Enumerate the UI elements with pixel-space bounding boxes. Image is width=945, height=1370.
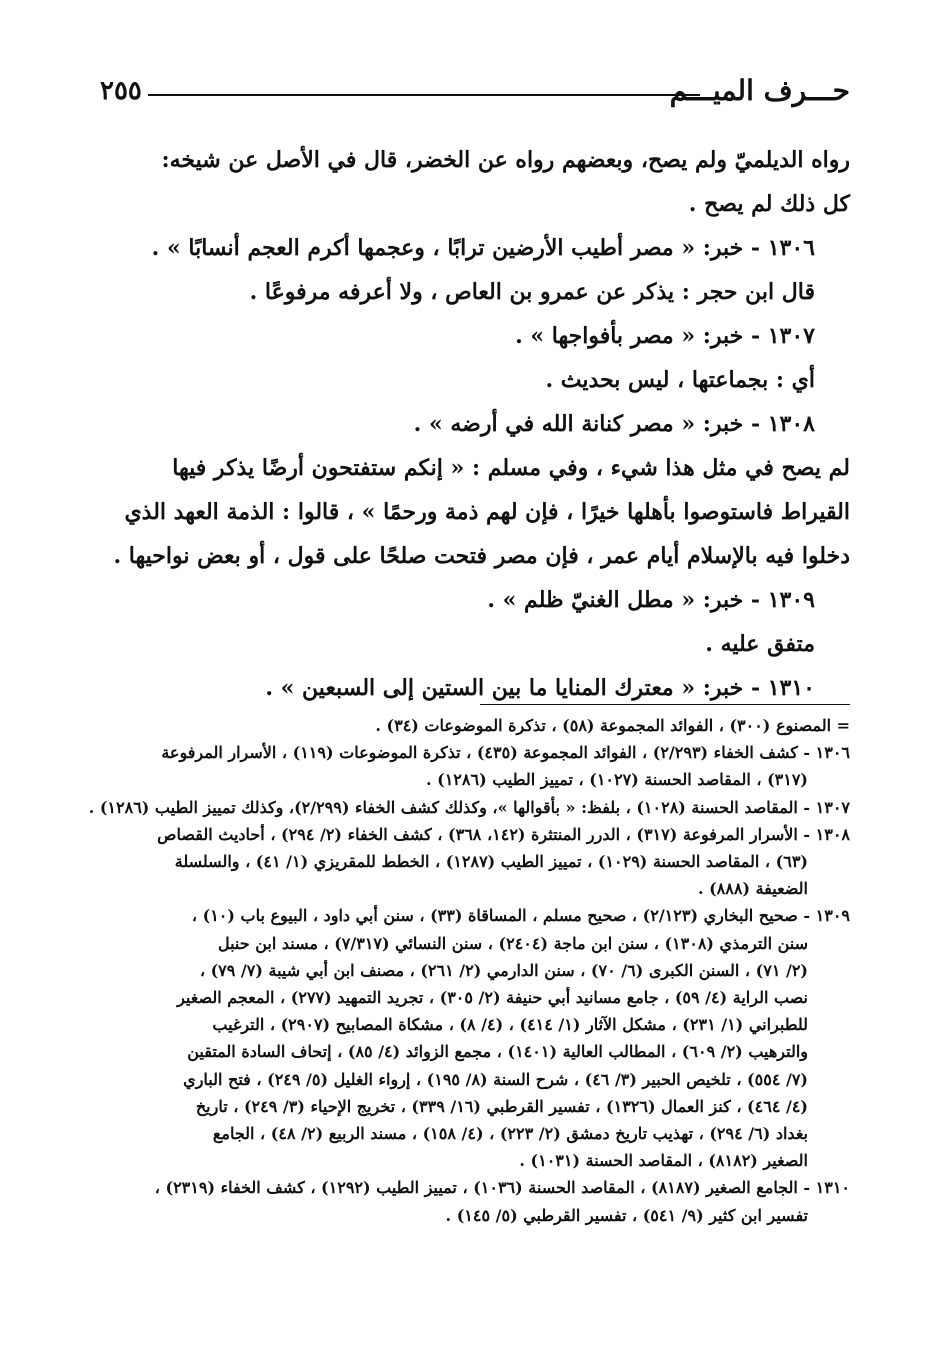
footnote-line: والترهيب (٢/ ٦٠٩) ، المطالب العالية (١٤٠١) ، مجمع الزوائد (٤/ ٨٥) ، إتحاف السادة المتقين — [187, 1042, 808, 1062]
footnote-line: (٦٣) ، المقاصد الحسنة (١٠٢٩) ، تمييز الطيب (١٢٨٧) ، الخطط للمقريزي (١/ ٤١) ، والسلسلة — [174, 852, 808, 872]
text-line: قال ابن حجر : يذكر عن عمرو بن العاص ، ولا أعرفه مرفوعًا . — [249, 279, 815, 305]
footnote-line: بغداد (٦/ ٢٩٤) ، تهذيب تاريخ دمشق (٢/ ٢٢٣) ، (٤/ ١٥٨) ، مسند الربيع (٢/ ٤٨) ، الجامع — [212, 1124, 808, 1144]
text-line: القيراط فاستوصوا بأهلها خيرًا ، فإن لهم ذمة ورحمًا » ، قالوا : الذمة العهد الذي — [124, 499, 850, 525]
text-line: رواه الديلميّ ولم يصح، وبعضهم رواه عن الخضر، قال في الأصل عن شيخه: — [161, 147, 850, 173]
hadith-entry-1306: ١٣٠٦ - خبر: « مصر أطيب الأرضين ترابًا ، وعجمها أكرم العجم أنسابًا » . — [151, 235, 815, 261]
footnote-line: الضعيفة (٨٨٨) . — [697, 879, 808, 899]
main-text — [100, 138, 850, 710]
text-line: أي : بجماعتها ، ليس بحديث . — [545, 367, 815, 393]
footnote-1308: ١٣٠٨ - الأسرار المرفوعة (٣١٧) ، الدرر المنتثرة (١٤٢، ٣٦٨) ، كشف الخفاء (٢/ ٢٩٤) ، أحاديث القصاص — [157, 824, 850, 844]
page-header — [100, 74, 850, 110]
hadith-entry-1308: ١٣٠٨ - خبر: « مصر كنانة الله في أرضه » . — [413, 411, 815, 437]
footnote-1307: ١٣٠٧ - المقاصد الحسنة (١٠٢٨) ، بلفظ: « بأقوالها »، وكذلك كشف الخفاء (٢/٢٩٩)، وكذلك تمييز الطيب (١٢٨٦) . — [88, 797, 850, 817]
header-rule — [148, 94, 700, 96]
footnotes — [88, 712, 850, 1229]
hadith-entry-1307: ١٣٠٧ - خبر: « مصر بأفواجها » . — [515, 323, 815, 349]
footnote-line: (٧/ ٥٥٤) ، تلخيص الحبير (٣/ ٤٦) ، شرح السنة (٨/ ١٩٥) ، إرواء الغليل (٥/ ٢٤٩) ، فتح الباري — [183, 1069, 808, 1089]
hadith-entry-1310: ١٣١٠ - خبر: « معترك المنايا ما بين الستين إلى السبعين » . — [265, 675, 815, 701]
page-number: ٢٥٥ — [100, 76, 142, 106]
footnote-line: للطبراني (١/ ٢٣١) ، مشكل الآثار (١/ ٤١٤) ، (٤/ ٨) ، مشكاة المصابيح (٢٩٠٧) ، الترغيب — [212, 1015, 808, 1035]
text-line: كل ذلك لم يصح . — [688, 191, 850, 217]
section-title: حـــرف الميـــم — [669, 74, 850, 107]
footnote-line: (٣١٧) ، المقاصد الحسنة (١٠٢٧) ، تمييز الطيب (١٢٨٦) . — [425, 770, 808, 790]
footnote-line: تفسير ابن كثير (٩/ ٥٤١) ، تفسير القرطبي (٥/ ١٤٥) . — [445, 1205, 808, 1225]
footnote-line: = المصنوع (٣٠٠) ، الفوائد المجموعة (٥٨) ، تذكرة الموضوعات (٣٤) . — [375, 716, 850, 735]
footnote-line: (٤/ ٤٦٤) ، كنز العمال (١٣٢٦) ، تفسير القرطبي (١٦/ ٣٣٩) ، تخريج الإحياء (٣/ ٢٤٩) ، تاريخ — [195, 1096, 808, 1116]
footnote-divider — [480, 704, 850, 705]
text-line: متفق عليه . — [705, 631, 815, 657]
footnote-line: نصب الراية (٤/ ٥٩) ، جامع مسانيد أبي حنيفة (٢/ ٣٠٥) ، تجريد التمهيد (٢٧٧) ، المعجم الصغير — [177, 988, 808, 1008]
footnote-1310: ١٣١٠ - الجامع الصغير (٨١٨٧) ، المقاصد الحسنة (١٠٣٦) ، تمييز الطيب (١٢٩٢) ، كشف الخفاء (٢٣١٩) ، — [154, 1178, 850, 1198]
footnote-1306: ١٣٠٦ - كشف الخفاء (٢/٢٩٣) ، الفوائد المجموعة (٤٣٥) ، تذكرة الموضوعات (١١٩) ، الأسرار المرفوعة — [161, 743, 850, 763]
footnote-line: سنن الترمذي (١٣٠٨) ، سنن ابن ماجة (٢٤٠٤) ، سنن النسائي (٧/٣١٧) ، مسند ابن حنبل — [217, 933, 808, 953]
text-line: دخلوا فيه بالإسلام أيام عمر ، فإن مصر فتحت صلحًا على قول ، أو بعض نواحيها . — [113, 543, 850, 569]
footnote-line: الصغير (٨١٨٢) ، المقاصد الحسنة (١٠٣١) . — [519, 1151, 808, 1171]
footnote-line: (٢/ ٧١) ، السنن الكبرى (٦/ ٧٠) ، سنن الدارمي (٢/ ٢٦١) ، مصنف ابن أبي شيبة (٧/ ٧٩) ، — [199, 960, 808, 980]
hadith-entry-1309: ١٣٠٩ - خبر: « مطل الغنيّ ظلم » . — [487, 587, 815, 613]
text-line: لم يصح في مثل هذا شيء ، وفي مسلم : « إنكم ستفتحون أرضًا يذكر فيها — [172, 455, 850, 481]
footnote-1309: ١٣٠٩ - صحيح البخاري (٢/١٢٣) ، صحيح مسلم ، المساقاة (٣٣) ، سنن أبي داود ، البيوع باب (١٠) ، — [191, 906, 850, 926]
